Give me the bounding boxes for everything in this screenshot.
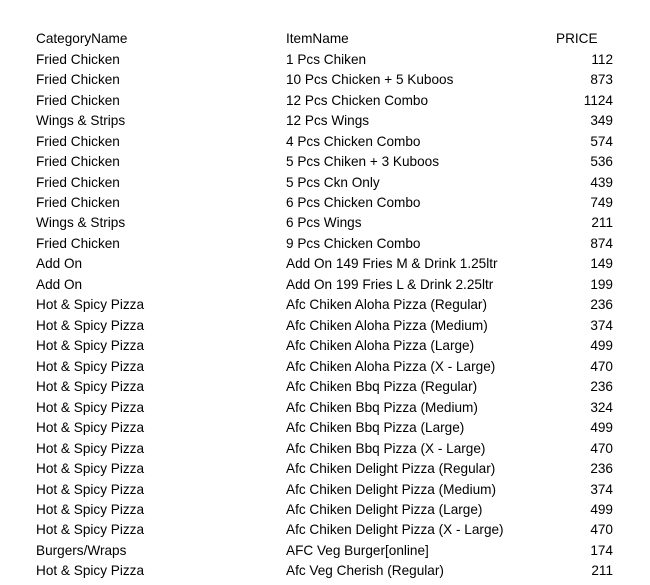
table-row <box>36 213 616 233</box>
cell-price: 324 <box>590 399 613 415</box>
cell-price: 236 <box>590 297 613 313</box>
cell-category: Hot & Spicy Pizza <box>36 379 145 395</box>
cell-price: 470 <box>590 522 613 538</box>
cell-category: Fried Chicken <box>36 72 120 88</box>
cell-item-name: Afc Chiken Aloha Pizza (X - Large) <box>286 358 496 374</box>
cell-item-name: Afc Chiken Bbq Pizza (Medium) <box>286 399 478 415</box>
table-row <box>36 520 616 540</box>
cell-category: Hot & Spicy Pizza <box>36 440 145 456</box>
cell-item-name: 5 Pcs Chiken + 3 Kuboos <box>286 154 440 170</box>
cell-price: 574 <box>590 133 613 149</box>
cell-price: 499 <box>590 420 613 436</box>
cell-item-name: 4 Pcs Chicken Combo <box>286 133 421 149</box>
cell-item-name: 10 Pcs Chicken + 5 Kuboos <box>286 72 454 88</box>
table-row <box>36 418 616 438</box>
cell-item-name: Afc Chiken Aloha Pizza (Medium) <box>286 317 488 333</box>
table-row <box>36 49 616 69</box>
table-row <box>36 254 616 274</box>
cell-category: Hot & Spicy Pizza <box>36 563 145 579</box>
cell-category: Fried Chicken <box>36 194 120 210</box>
cell-price: 873 <box>590 72 613 88</box>
cell-category: Hot & Spicy Pizza <box>36 420 145 436</box>
cell-item-name: Afc Chiken Delight Pizza (X - Large) <box>286 522 504 538</box>
table-row <box>36 234 616 254</box>
cell-price: 374 <box>590 481 613 497</box>
cell-price: 749 <box>590 194 613 210</box>
column-header-category: CategoryName <box>36 31 128 47</box>
cell-item-name: Add On 149 Fries M & Drink 1.25ltr <box>286 256 498 272</box>
cell-category: Wings & Strips <box>36 113 126 129</box>
column-header-item: ItemName <box>286 31 349 47</box>
cell-item-name: 12 Pcs Wings <box>286 113 370 129</box>
cell-price: 174 <box>590 542 613 558</box>
cell-item-name: Afc Veg Cherish (Regular) <box>286 563 444 579</box>
cell-price: 1124 <box>583 92 613 108</box>
cell-category: Hot & Spicy Pizza <box>36 481 145 497</box>
cell-category: Fried Chicken <box>36 92 120 108</box>
cell-category: Fried Chicken <box>36 133 120 149</box>
cell-category: Burgers/Wraps <box>36 542 127 558</box>
cell-price: 499 <box>590 338 613 354</box>
cell-category: Hot & Spicy Pizza <box>36 358 145 374</box>
cell-category: Fried Chicken <box>36 154 120 170</box>
table-header-row <box>36 29 616 49</box>
menu-price-table <box>36 29 616 582</box>
cell-category: Hot & Spicy Pizza <box>36 317 145 333</box>
cell-item-name: 6 Pcs Chicken Combo <box>286 194 421 210</box>
cell-item-name: Afc Chiken Bbq Pizza (Regular) <box>286 379 478 395</box>
table-row <box>36 316 616 336</box>
cell-category: Hot & Spicy Pizza <box>36 338 145 354</box>
cell-category: Add On <box>36 256 83 272</box>
cell-category: Hot & Spicy Pizza <box>36 297 145 313</box>
cell-price: 349 <box>590 113 613 129</box>
table-row <box>36 90 616 110</box>
cell-category: Hot & Spicy Pizza <box>36 502 145 518</box>
cell-item-name: 9 Pcs Chicken Combo <box>286 235 421 251</box>
cell-price: 236 <box>590 461 613 477</box>
cell-item-name: Afc Chiken Bbq Pizza (Large) <box>286 420 465 436</box>
cell-item-name: Afc Chiken Delight Pizza (Regular) <box>286 461 496 477</box>
cell-item-name: 5 Pcs Ckn Only <box>286 174 380 190</box>
table-row <box>36 500 616 520</box>
cell-item-name: 1 Pcs Chiken <box>286 51 367 67</box>
table-row <box>36 193 616 213</box>
table-row <box>36 336 616 356</box>
cell-item-name: Afc Chiken Delight Pizza (Medium) <box>286 481 497 497</box>
cell-price: 112 <box>591 51 613 67</box>
cell-price: 149 <box>590 256 613 272</box>
cell-item-name: Afc Chiken Aloha Pizza (Regular) <box>286 297 487 313</box>
cell-category: Fried Chicken <box>36 174 120 190</box>
table-body <box>36 49 616 581</box>
cell-price: 499 <box>590 502 613 518</box>
table-row <box>36 479 616 499</box>
table-row <box>36 357 616 377</box>
table-row <box>36 172 616 192</box>
cell-item-name: AFC Veg Burger[online] <box>286 542 429 558</box>
cell-price: 470 <box>590 440 613 456</box>
cell-price: 211 <box>591 215 613 231</box>
table-row <box>36 459 616 479</box>
cell-category: Hot & Spicy Pizza <box>36 522 145 538</box>
table-row <box>36 377 616 397</box>
cell-price: 536 <box>590 154 613 170</box>
cell-item-name: Afc Chiken Bbq Pizza (X - Large) <box>286 440 486 456</box>
cell-item-name: 12 Pcs Chicken Combo <box>286 92 429 108</box>
cell-price: 211 <box>591 563 613 579</box>
cell-item-name: 6 Pcs Wings <box>286 215 362 231</box>
table-row <box>36 275 616 295</box>
cell-category: Hot & Spicy Pizza <box>36 399 145 415</box>
cell-category: Add On <box>36 276 83 292</box>
cell-price: 374 <box>590 317 613 333</box>
cell-category: Fried Chicken <box>36 235 120 251</box>
table-row <box>36 152 616 172</box>
cell-item-name: Afc Chiken Aloha Pizza (Large) <box>286 338 475 354</box>
table-row <box>36 541 616 561</box>
table-row <box>36 561 616 581</box>
column-header-price: PRICE <box>556 31 598 47</box>
cell-category: Hot & Spicy Pizza <box>36 461 145 477</box>
table-row <box>36 295 616 315</box>
cell-item-name: Afc Chiken Delight Pizza (Large) <box>286 502 483 518</box>
cell-price: 874 <box>590 235 613 251</box>
table-row <box>36 438 616 458</box>
cell-price: 199 <box>590 276 613 292</box>
table-row <box>36 397 616 417</box>
cell-item-name: Add On 199 Fries L & Drink 2.25ltr <box>286 276 494 292</box>
cell-price: 439 <box>590 174 613 190</box>
cell-price: 470 <box>590 358 613 374</box>
table-row <box>36 70 616 90</box>
cell-category: Fried Chicken <box>36 51 120 67</box>
cell-price: 236 <box>590 379 613 395</box>
cell-category: Wings & Strips <box>36 215 126 231</box>
table-row <box>36 131 616 151</box>
table-row <box>36 111 616 131</box>
